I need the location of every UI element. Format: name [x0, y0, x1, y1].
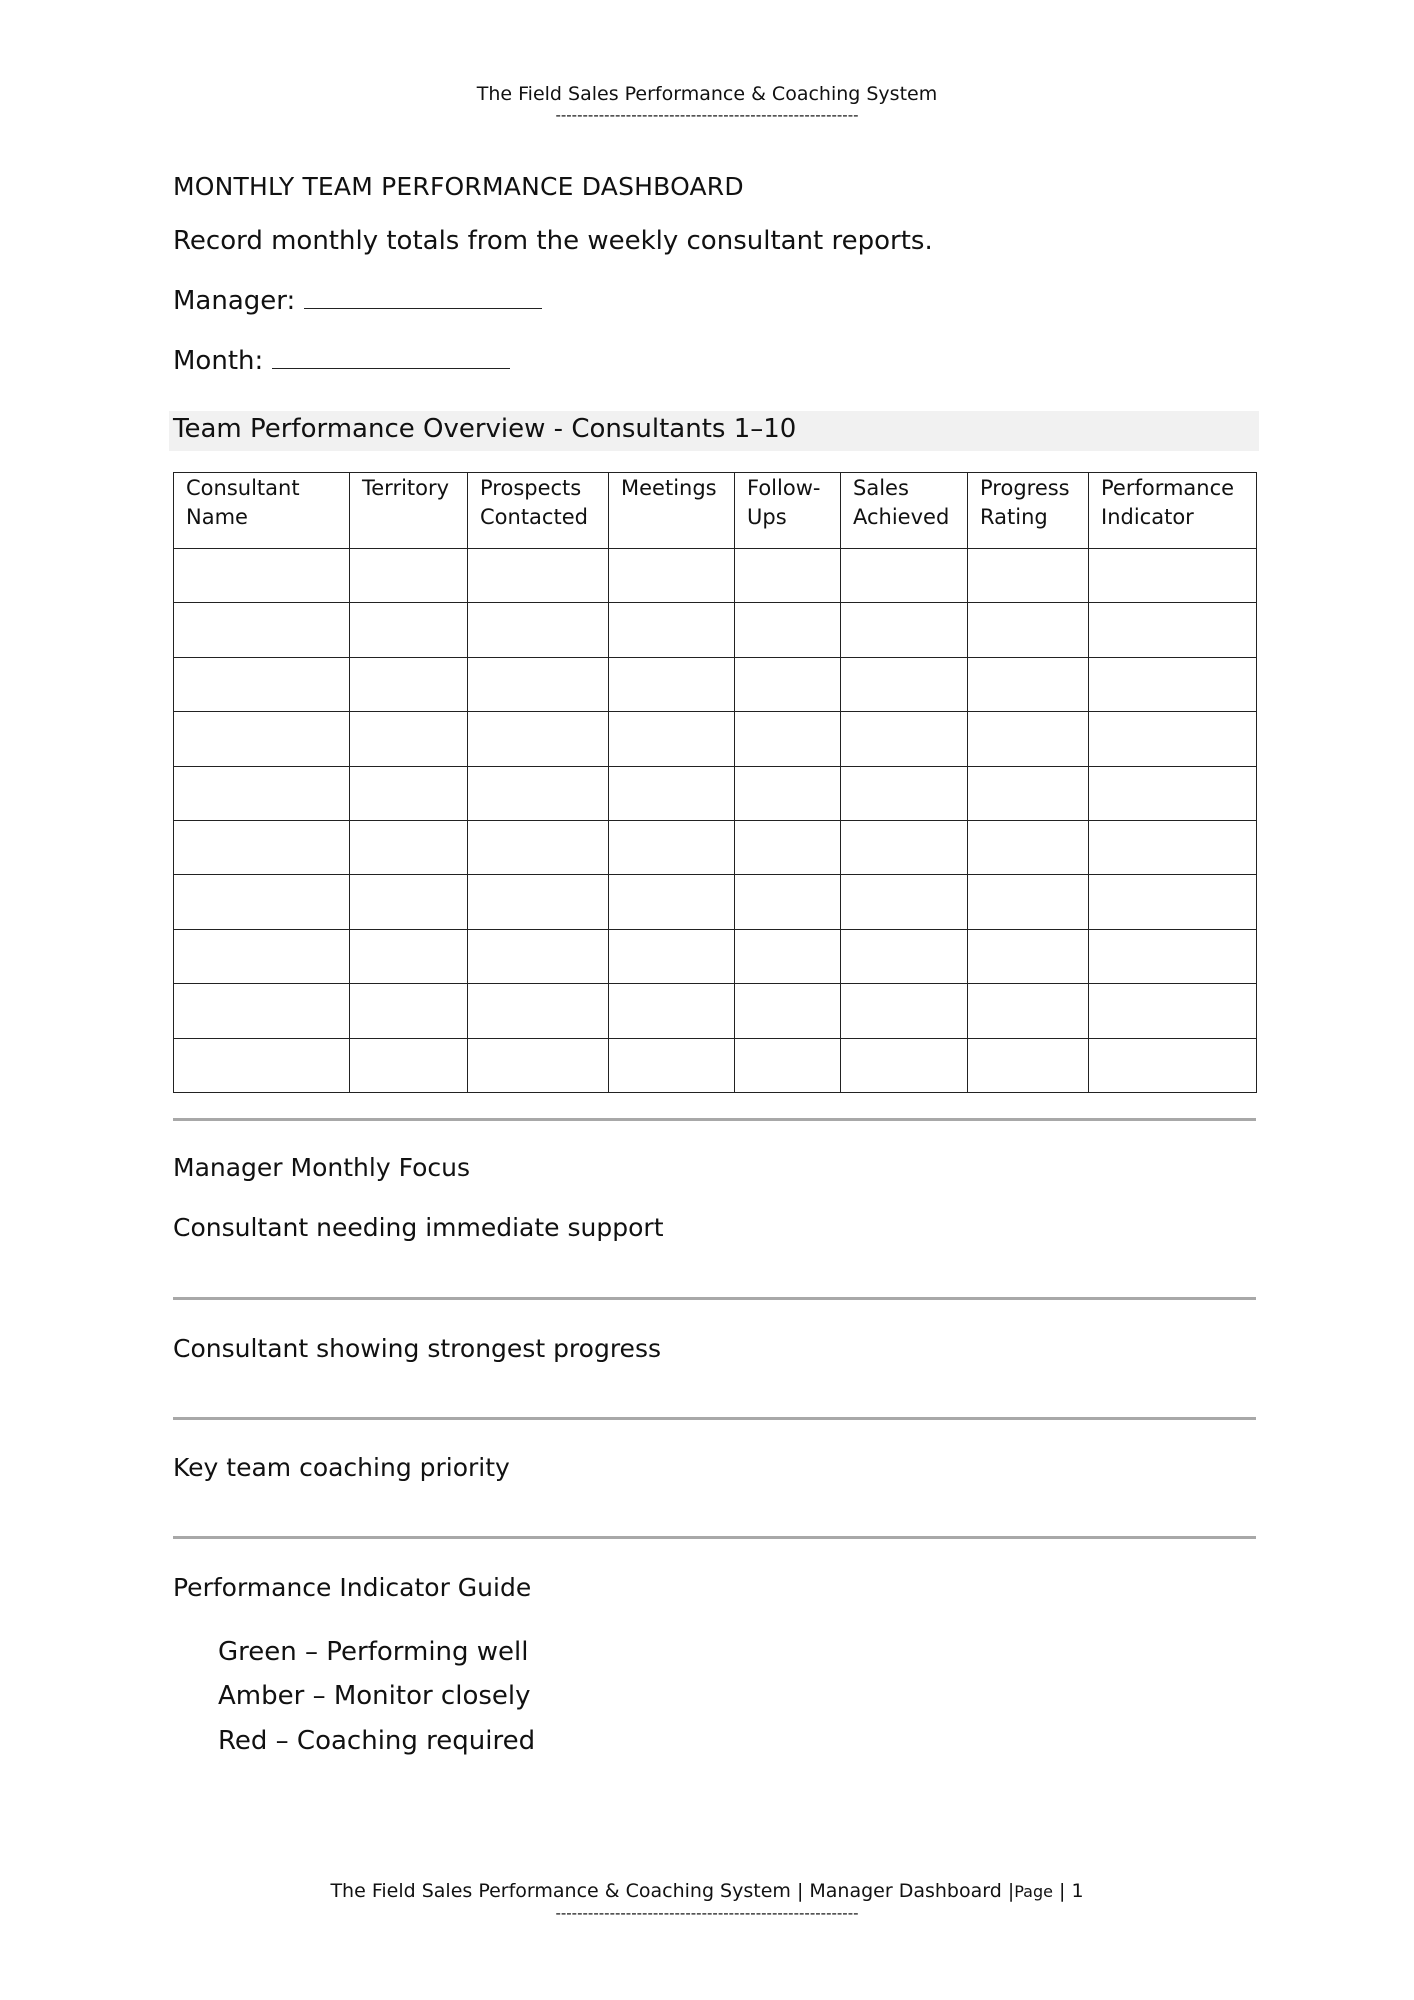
table-cell[interactable] — [350, 766, 468, 820]
column-header-performance-indicator: Performance Indicator — [1089, 473, 1257, 549]
table-cell[interactable] — [174, 1038, 350, 1092]
table-row — [174, 657, 1257, 711]
column-header-progress-rating: Progress Rating — [968, 473, 1089, 549]
table-cell[interactable] — [174, 657, 350, 711]
overview-section-header — [169, 411, 1259, 451]
table-cell[interactable] — [735, 766, 841, 820]
table-cell[interactable] — [1089, 766, 1257, 820]
table-row — [174, 549, 1257, 603]
table-cell[interactable] — [468, 929, 609, 983]
page-header — [0, 82, 1414, 124]
column-header-meetings: Meetings — [609, 473, 735, 549]
footer-page-number: | 1 — [1059, 1880, 1084, 1902]
table-cell[interactable] — [841, 712, 968, 766]
table-cell[interactable] — [735, 820, 841, 874]
table-header-row — [174, 473, 1257, 549]
table-cell[interactable] — [735, 875, 841, 929]
table-row — [174, 712, 1257, 766]
table-cell[interactable] — [468, 820, 609, 874]
table-cell[interactable] — [350, 657, 468, 711]
answer-line-priority[interactable] — [173, 1536, 1256, 1539]
table-row — [174, 820, 1257, 874]
table-cell[interactable] — [609, 766, 735, 820]
focus-section-title: Manager Monthly Focus — [173, 1153, 470, 1182]
table-cell[interactable] — [735, 929, 841, 983]
table-cell[interactable] — [968, 984, 1089, 1038]
focus-question-support: Consultant needing immediate support — [173, 1213, 664, 1242]
header-rule: -------------------------------------------------------- — [555, 106, 859, 124]
table-cell[interactable] — [1089, 712, 1257, 766]
table-row — [174, 766, 1257, 820]
month-label: Month: — [173, 346, 264, 376]
column-header-consultant-name: Consultant Name — [174, 473, 350, 549]
table-cell[interactable] — [735, 712, 841, 766]
table-cell[interactable] — [1089, 820, 1257, 874]
focus-question-priority: Key team coaching priority — [173, 1453, 510, 1482]
table-cell[interactable] — [350, 712, 468, 766]
table-cell[interactable] — [468, 712, 609, 766]
guide-item-green: Green – Performing well — [218, 1637, 529, 1667]
table-row — [174, 603, 1257, 657]
table-cell[interactable] — [174, 929, 350, 983]
table-cell[interactable] — [968, 929, 1089, 983]
table-row — [174, 1038, 1257, 1092]
table-cell[interactable] — [841, 984, 968, 1038]
table-cell[interactable] — [968, 1038, 1089, 1092]
table-cell[interactable] — [841, 603, 968, 657]
page-footer — [0, 1879, 1414, 1922]
table-cell[interactable] — [609, 875, 735, 929]
table-cell[interactable] — [609, 549, 735, 603]
table-cell[interactable] — [174, 875, 350, 929]
table-cell[interactable] — [841, 929, 968, 983]
table-cell[interactable] — [174, 820, 350, 874]
table-cell[interactable] — [1089, 875, 1257, 929]
table-cell[interactable] — [1089, 929, 1257, 983]
table-cell[interactable] — [735, 984, 841, 1038]
table-cell[interactable] — [174, 712, 350, 766]
answer-line-support[interactable] — [173, 1297, 1256, 1300]
table-cell[interactable] — [350, 929, 468, 983]
table-cell[interactable] — [968, 875, 1089, 929]
answer-line-progress[interactable] — [173, 1417, 1256, 1420]
table-cell[interactable] — [174, 603, 350, 657]
table-cell[interactable] — [468, 875, 609, 929]
table-cell[interactable] — [968, 766, 1089, 820]
manager-blank[interactable] — [304, 284, 542, 309]
table-row — [174, 984, 1257, 1038]
overview-section-title: Team Performance Overview - Consultants 1–10 — [173, 414, 797, 444]
table-cell[interactable] — [735, 1038, 841, 1092]
focus-question-progress: Consultant showing strongest progress — [173, 1334, 661, 1363]
table-cell[interactable] — [841, 875, 968, 929]
table-cell[interactable] — [468, 603, 609, 657]
table-cell[interactable] — [609, 603, 735, 657]
table-cell[interactable] — [350, 603, 468, 657]
header-title: The Field Sales Performance & Coaching System — [476, 83, 938, 105]
table-cell[interactable] — [1089, 984, 1257, 1038]
table-row — [174, 875, 1257, 929]
column-header-territory: Territory — [350, 473, 468, 549]
table-cell[interactable] — [174, 984, 350, 1038]
table-cell[interactable] — [609, 1038, 735, 1092]
footer-page-label: Page — [1014, 1882, 1053, 1901]
table-cell[interactable] — [350, 1038, 468, 1092]
table-cell[interactable] — [968, 549, 1089, 603]
guide-title: Performance Indicator Guide — [173, 1573, 532, 1602]
guide-item-red: Red – Coaching required — [218, 1726, 536, 1756]
table-cell[interactable] — [968, 603, 1089, 657]
table-cell[interactable] — [1089, 657, 1257, 711]
column-header-prospects-contacted: Prospects Contacted — [468, 473, 609, 549]
table-cell[interactable] — [735, 549, 841, 603]
document-title: MONTHLY TEAM PERFORMANCE DASHBOARD — [173, 172, 744, 201]
table-cell[interactable] — [841, 657, 968, 711]
month-field — [173, 344, 510, 377]
column-header-follow-ups: Follow-Ups — [735, 473, 841, 549]
table-cell[interactable] — [609, 929, 735, 983]
performance-table — [173, 472, 1257, 1093]
manager-field — [173, 284, 542, 317]
table-cell[interactable] — [1089, 1038, 1257, 1092]
table-cell[interactable] — [350, 549, 468, 603]
table-cell[interactable] — [968, 712, 1089, 766]
instructions-text: Record monthly totals from the weekly consultant reports. — [173, 226, 933, 256]
table-cell[interactable] — [468, 549, 609, 603]
table-cell[interactable] — [609, 820, 735, 874]
table-cell[interactable] — [1089, 549, 1257, 603]
footer-rule: -------------------------------------------------------- — [555, 1904, 859, 1922]
manager-label: Manager: — [173, 286, 296, 316]
table-cell[interactable] — [968, 657, 1089, 711]
table-cell[interactable] — [841, 820, 968, 874]
table-cell[interactable] — [609, 657, 735, 711]
table-cell[interactable] — [174, 549, 350, 603]
table-cell[interactable] — [1089, 603, 1257, 657]
footer-text: The Field Sales Performance & Coaching System | Manager Dashboard | — [330, 1880, 1015, 1902]
table-cell[interactable] — [350, 984, 468, 1038]
table-cell[interactable] — [468, 984, 609, 1038]
table-cell[interactable] — [609, 984, 735, 1038]
table-cell[interactable] — [841, 766, 968, 820]
guide-item-amber: Amber – Monitor closely — [218, 1681, 531, 1711]
table-cell[interactable] — [735, 603, 841, 657]
column-header-sales-achieved: Sales Achieved — [841, 473, 968, 549]
table-cell[interactable] — [841, 1038, 968, 1092]
table-cell[interactable] — [350, 820, 468, 874]
section-divider — [173, 1118, 1256, 1121]
month-blank[interactable] — [272, 344, 510, 369]
footer-line — [0, 1879, 1414, 1904]
table-cell[interactable] — [609, 712, 735, 766]
table-cell[interactable] — [968, 820, 1089, 874]
table-cell[interactable] — [841, 549, 968, 603]
table-cell[interactable] — [468, 657, 609, 711]
table-cell[interactable] — [468, 1038, 609, 1092]
table-row — [174, 929, 1257, 983]
table-cell[interactable] — [735, 657, 841, 711]
table-cell[interactable] — [468, 766, 609, 820]
table-cell[interactable] — [174, 766, 350, 820]
table-cell[interactable] — [350, 875, 468, 929]
